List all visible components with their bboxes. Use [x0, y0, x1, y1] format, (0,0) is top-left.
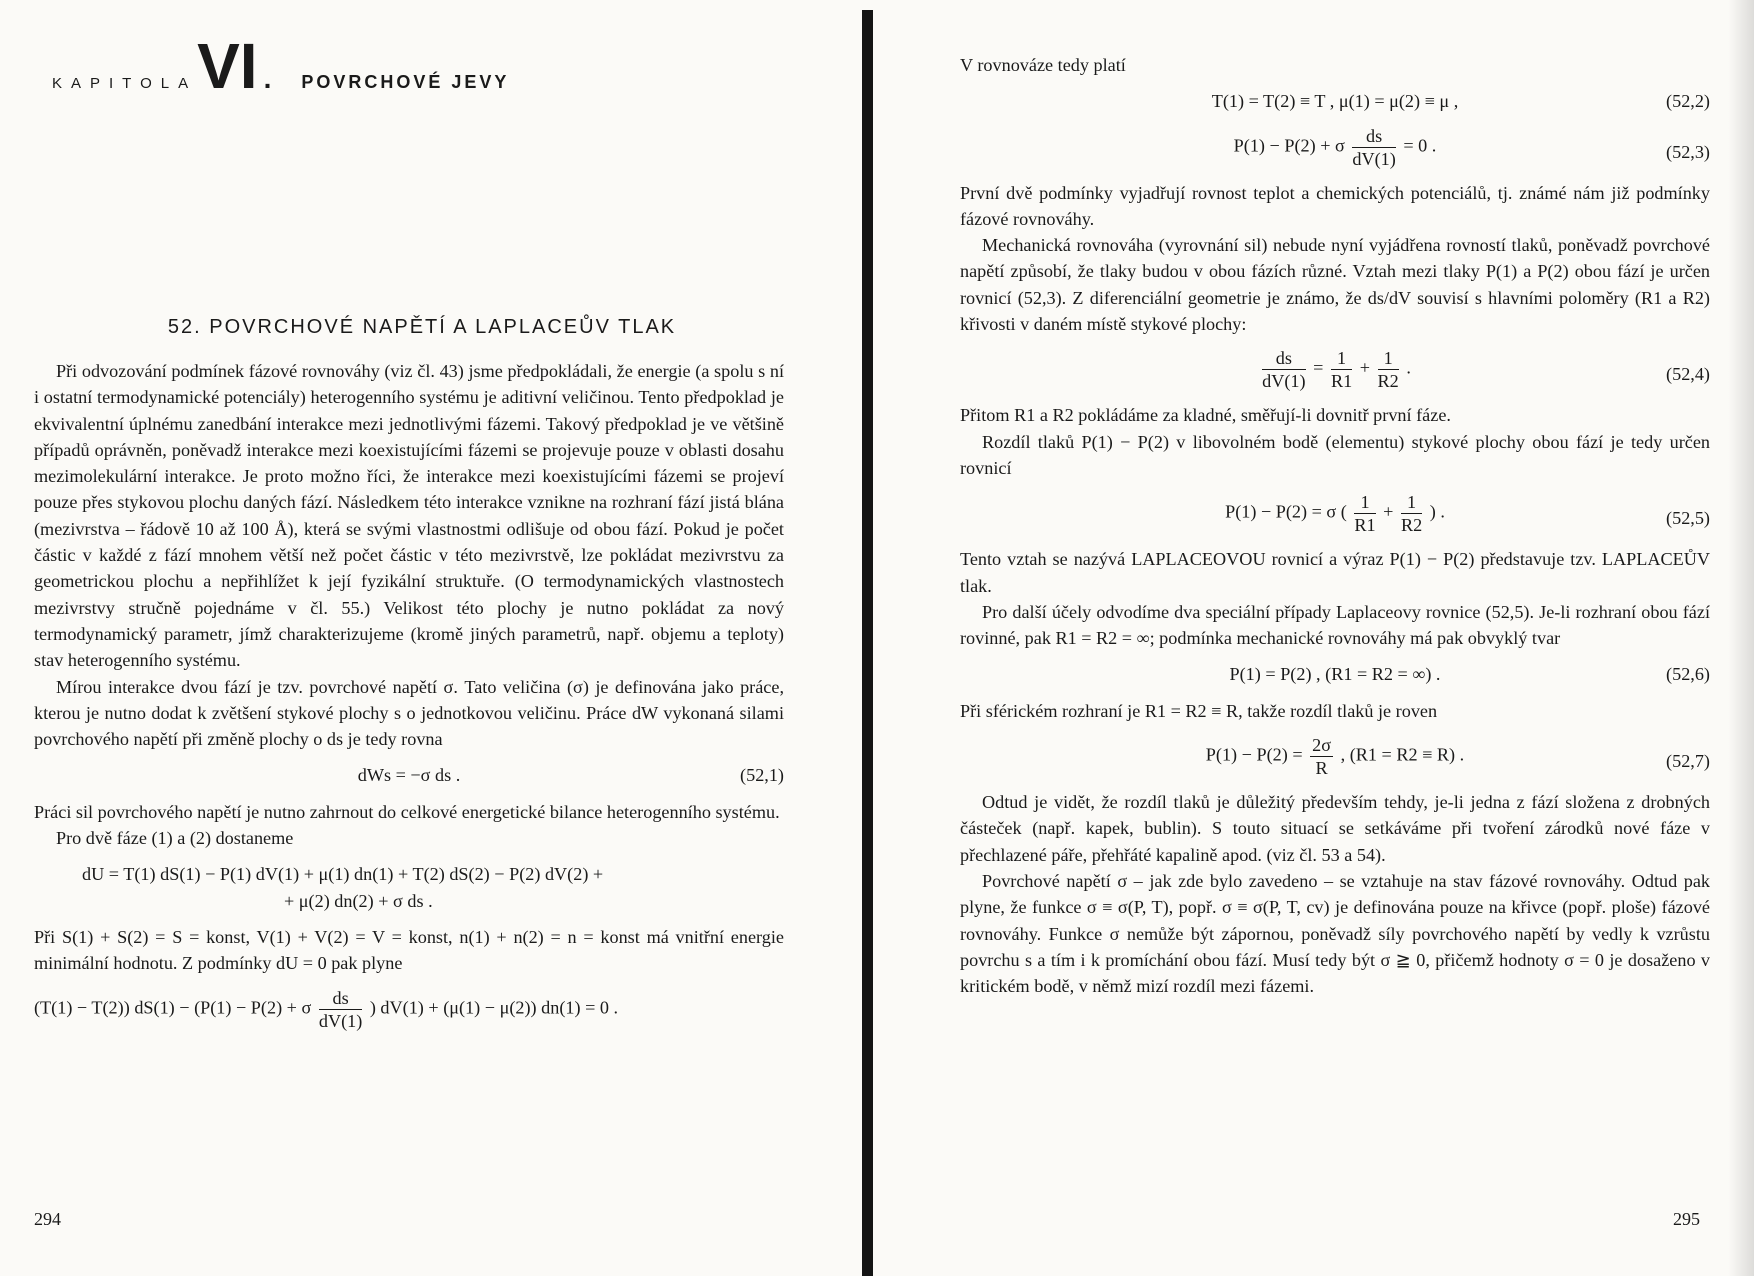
fraction-denominator: R1 [1354, 515, 1376, 536]
fraction-numerator: ds [319, 987, 362, 1010]
equation-text: = 0 . [1403, 135, 1437, 156]
chapter-numeral: VI [197, 30, 258, 102]
fraction-denominator: dV(1) [318, 1010, 363, 1031]
paragraph: První dvě podmínky vyjadřují rovnost teplot a chemických potenciálů, tj. známé nám již podmínky fázové rovnováhy. [960, 182, 1710, 229]
equation-number: (52,3) [1666, 141, 1710, 162]
equation-number: (52,4) [1666, 364, 1710, 385]
equation-52-7 [960, 734, 1710, 779]
paragraph: Rozdíl tlaků P(1) − P(2) v libovolném bodě (elementu) stykové plochy obou fází je tedy určen rovnicí [960, 431, 1710, 478]
fraction-numerator: ds [1262, 347, 1305, 370]
fraction [1262, 347, 1305, 392]
equation-52-3 [960, 125, 1710, 170]
equation-text: P(1) − P(2) + σ [1233, 135, 1345, 156]
equation-text: (T(1) − T(2)) dS(1) − (P(1) − P(2) + σ [34, 997, 312, 1018]
fraction-numerator: 1 [1354, 491, 1375, 514]
equation-du [34, 861, 784, 914]
equation-text: P(1) = P(2) , (R1 = R2 = ∞) . [1229, 664, 1441, 685]
left-page [0, 0, 862, 1276]
equation-text: ) dV(1) + (μ(1) − μ(2)) dn(1) = 0 . [369, 997, 619, 1018]
fraction-numerator: ds [1352, 125, 1395, 148]
fraction [1378, 347, 1399, 392]
equation-number: (52,1) [740, 765, 784, 786]
equation-line: dU = T(1) dS(1) − P(1) dV(1) + μ(1) dn(1) + T(2) dS(2) − P(2) dV(2) + [82, 864, 604, 885]
chapter-word: KAPITOLA [52, 75, 198, 92]
equation-52-2 [960, 88, 1710, 114]
fraction [1310, 734, 1333, 779]
fraction [1352, 125, 1395, 170]
period: . [1406, 358, 1411, 379]
fraction-numerator: 2σ [1312, 735, 1332, 756]
equation-text: P(1) − P(2) = [1205, 744, 1303, 765]
left-body [34, 358, 784, 1042]
equation-number: (52,2) [1666, 91, 1710, 112]
fraction-denominator: dV(1) [1352, 148, 1396, 169]
equals-sign: = [1313, 358, 1324, 379]
plus-sign: + [1383, 501, 1394, 522]
fraction [319, 987, 362, 1032]
page-number: 295 [1673, 1209, 1700, 1229]
section-title: 52. POVRCHOVÉ NAPĚTÍ A LAPLACEŮV TLAK [167, 316, 677, 338]
paragraph: Při odvozování podmínek fázové rovnováhy (viz čl. 43) jsme předpokládali, že energie (a spolu s ní i ostatní termodynamické potenciály) heterogenního systému je aditivní veličinou. Tento předpoklad je ekvivalentní úplnému zanedbání interakce mezi jednotlivými fázemi. Takový předpoklad je ve většině případů oprávněn, poněvadž interakce mezi koexistujícími fázemi se projevuje pouze v oblasti dosahu mezimolekulární interakce. Je proto možno říci, že interakce mezi koexistujícími fázemi se projeví pouze přes stykovou plochu daných fází. Následkem této interakce vznikne na rozhraní fází jistá blána (mezivrstva – řádově 10 až 100 Å), která se svými vlastnostmi odlišuje od obou fází. Pokud je počet částic v každé z fází mnohem větší než počet částic v této mezivrstvě, lze pokládat mezivrstvu za geometrickou plochu a nepřihlížet k její fyzikální struktuře. (O termodynamických vlastnostech mezivrstvy stručně pojednáme v čl. 55.) Velikost této plochy je nutno pokládat za nový termodynamický parametr, jímž charakterizujeme (kromě jiných parametrů, např. objemu a teploty) stav heterogenního systému. [34, 361, 784, 671]
chapter-heading [52, 30, 510, 102]
fraction-denominator: R2 [1377, 371, 1399, 392]
equation-number: (52,5) [1666, 508, 1710, 529]
equation-line: + μ(2) dn(2) + σ ds . [284, 890, 433, 911]
equation-number: (52,6) [1666, 664, 1710, 685]
paragraph: Pro další účely odvodíme dva speciální případy Laplaceovy rovnice (52,5). Je-li rozhraní obou fází rovinné, pak R1 = R2 = ∞; podmínka mechanické rovnováhy má pak obvyklý tvar [960, 601, 1710, 649]
equation-52-5 [960, 491, 1710, 536]
right-body [960, 52, 1710, 999]
paragraph: Při sférickém rozhraní je R1 = R2 ≡ R, takže rozdíl tlaků je roven [960, 700, 1438, 721]
page-number: 294 [34, 1209, 61, 1229]
equation-text: , (R1 = R2 ≡ R) . [1340, 744, 1465, 765]
fraction-denominator: R [1315, 758, 1328, 779]
paragraph: V rovnováze tedy platí [960, 55, 1126, 75]
paragraph: Přitom R1 a R2 pokládáme za kladné, směřují-li dovnitř první fáze. [960, 405, 1451, 426]
equation-52-1 [34, 762, 784, 788]
fraction-denominator: R1 [1330, 371, 1353, 392]
fraction-denominator: R2 [1400, 515, 1423, 536]
gutter-line [862, 10, 873, 1276]
equation-text: T(1) = T(2) ≡ T , μ(1) = μ(2) ≡ μ , [1211, 91, 1459, 112]
fraction [1354, 491, 1375, 536]
paragraph: Práci sil povrchového napětí je nutno zahrnout do celkové energetické bilance heterogenního systému. [34, 801, 780, 822]
fraction [1331, 347, 1352, 392]
page-edge-shadow [1728, 0, 1754, 1276]
equation-text: dWs = −σ ds . [357, 765, 461, 786]
paragraph: Pro dvě fáze (1) a (2) dostaneme [56, 828, 294, 849]
fraction-numerator: 1 [1401, 491, 1422, 514]
equation-52-4 [960, 347, 1710, 392]
paragraph: Při S(1) + S(2) = S = konst, V(1) + V(2) = V = konst, n(1) + n(2) = n = konst má vnitřní energie minimální hodnotu. Z podmínky dU = 0 pak plyne [34, 926, 784, 974]
paragraph: Tento vztah se nazývá LAPLACEOVOU rovnicí a výraz P(1) − P(2) představuje tzv. LAPLACEŮV tlak. [960, 549, 1710, 596]
fraction-denominator: dV(1) [1262, 371, 1306, 392]
chapter-title: POVRCHOVÉ JEVY [301, 72, 510, 92]
paragraph: Mechanická rovnováha (vyrovnání sil) nebude nyní vyjádřena rovností tlaků, poněvadž povrchové napětí způsobí, že tlaky budou v obou fázích různé. Vztah mezi tlaky P(1) a P(2) obou fází je určen rovnicí (52,3). Z diferenciální geometrie je známo, že ds/dV souvisí s hlavními poloměry (R1 a R2) křivosti v daném místě stykové plochy: [960, 235, 1710, 335]
equation-number: (52,7) [1666, 751, 1710, 772]
chapter-dot: . [263, 63, 272, 94]
paragraph: Mírou interakce dvou fází je tzv. povrchové napětí σ. Tato veličina (σ) je definována jako práce, kterou je nutno dodat k zvětšení stykové plochy s o jednotkovou veličinu. Práce dW vykonaná silami povrchového napětí při změně plochy o ds je tedy rovna [34, 676, 784, 750]
plus-sign: + [1359, 358, 1370, 379]
equation-long [34, 987, 784, 1032]
equation-text: P(1) − P(2) = σ ( [1225, 501, 1347, 522]
fraction [1401, 491, 1422, 536]
fraction-numerator: 1 [1378, 347, 1399, 370]
fraction-numerator: 1 [1331, 347, 1352, 370]
equation-52-6 [960, 661, 1710, 687]
equation-text: ) . [1429, 501, 1445, 522]
paragraph: Odtud je vidět, že rozdíl tlaků je důležitý především tehdy, je-li jedna z fází složena z drobných částeček (např. kapek, bublin). S touto situací se setkáváme při tvoření zárodků nové fáze v přechlazené páře, přehřáté kapalině apod. (viz čl. 53 a 54). [960, 792, 1710, 865]
paragraph: Povrchové napětí σ – jak zde bylo zavedeno – se vztahuje na stav fázové rovnováhy. Odtud pak plyne, že funkce σ ≡ σ(P, T), popř. σ ≡ σ(P, T, cv) je definována pouze na křivce (popř. ploše) fázové rovnováhy. Funkce σ nemůže být zápornou, poněvadž síly povrchového napětí by vedly k vzrůstu povrchu s a tím i k promíchání obou fází. Musí tedy být σ ≧ 0, přičemž hodnoty σ = 0 je dosaženo v kritickém bodě, v němž mizí rozdíl mezi fázemi. [960, 870, 1710, 997]
